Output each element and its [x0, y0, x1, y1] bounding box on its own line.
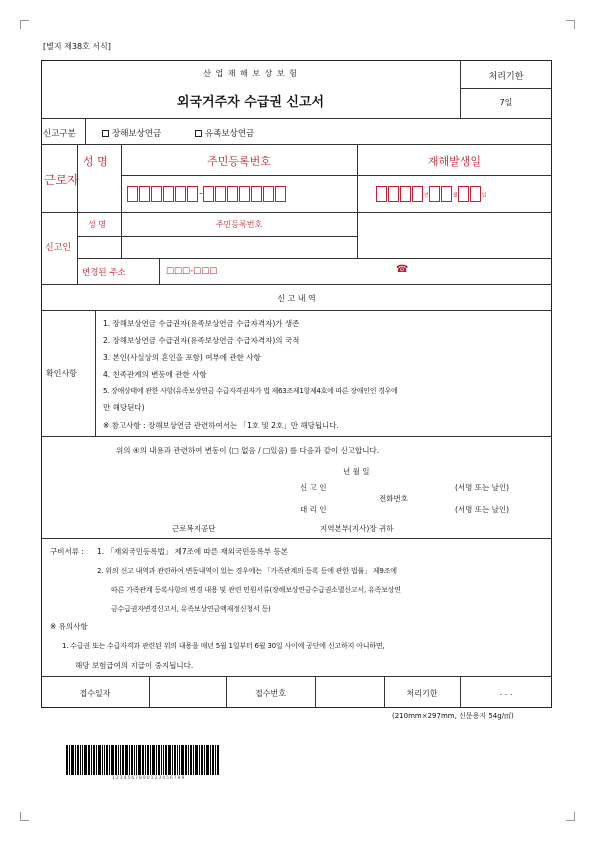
injury-date-label: 재해발생일 [427, 155, 482, 168]
divider [41, 118, 552, 119]
divider [85, 118, 86, 144]
agent-sign-label: 대 리 인 [300, 505, 327, 514]
divider [41, 144, 552, 145]
note-item: 해당 보험급여의 지급이 중지됩니다. [75, 661, 194, 670]
crop-mark [20, 20, 29, 29]
crop-mark [20, 812, 29, 821]
agent-sign-hint: (서명 또는 날인) [455, 505, 510, 514]
reporter-sign-hint: (서명 또는 날인) [455, 483, 510, 492]
worker-label: 근로자 [44, 173, 79, 187]
reporter-sign-label: 신 고 인 [300, 483, 327, 492]
option-label: 장해보상연금 [112, 129, 162, 139]
postal-code-field[interactable]: □□□-□□□ [166, 266, 218, 276]
confirm-item: 5. 장애상태에 관한 사항(유족보상연금 수급자격권자가 법 제63조제1항제4호에 따른 장애인인 경우에 [103, 387, 398, 395]
divider [159, 258, 160, 284]
deadline-label: 처리기한 [488, 72, 524, 82]
barcode [66, 745, 256, 779]
divider [41, 284, 552, 285]
divider [41, 212, 552, 213]
insurance-name: 산 업 재 해 보 상 보 험 [203, 69, 298, 78]
document-item: 1. 「재외국민등록법」 제7조에 따른 재외국민등록부 등본 [97, 547, 288, 556]
worker-name-label: 성 명 [83, 155, 108, 168]
report-type-option-disability[interactable] [102, 127, 161, 139]
divider [357, 212, 358, 258]
divider [77, 236, 357, 237]
reporter-name-label: 성 명 [88, 220, 106, 229]
receipt-date-label: 접수일자 [79, 689, 111, 698]
checkbox[interactable] [195, 130, 202, 137]
confirm-item: 3. 본인(사실상의 혼인을 포함) 여부에 관한 사항 [103, 353, 261, 362]
form-title: 외국거주자 수급권 신고서 [176, 95, 325, 110]
document-item: 2. 위의 신고 내역과 관련하여 변동내역이 있는 경우에는 「가족관계의 등록 등에 관한 법률」 제9조에 [97, 567, 397, 575]
divider [95, 310, 96, 436]
option-label: 유족보상연금 [205, 129, 255, 139]
date-line: 년 월 일 [343, 467, 370, 476]
divider [77, 144, 78, 284]
divider [41, 310, 552, 311]
divider [77, 258, 552, 259]
report-type-label: 신고구분 [43, 129, 76, 139]
divider [121, 175, 552, 176]
document-item: 금수급권자변경신고서, 유족보상연금액재정신청서 등) [111, 605, 271, 613]
confirm-note: ※ 참고사항 : 장해보상연금 관련하여서는 「1호 및 2호」만 해당됩니다. [103, 421, 339, 430]
paper-spec: (210mm×297mm, 신문용지 54g/㎡) [392, 712, 514, 720]
divider [41, 436, 552, 437]
phone-icon: ☎ [396, 264, 409, 275]
documents-label: 구비서류 : [50, 547, 84, 556]
checkbox[interactable] [102, 130, 109, 137]
confirm-label: 확인사항 [46, 369, 77, 378]
confirm-item: 4. 친족관계의 변동에 관한 사항 [103, 370, 207, 379]
month-unit: 월 [452, 192, 458, 199]
notes-label: ※ 유의사항 [50, 622, 88, 631]
processing-deadline-value: . . . [499, 688, 513, 697]
changed-address-label: 변경된 주소 [82, 268, 126, 278]
confirm-item: 2. 장해보상연금 수급권자(유족보상연금 수급자격자)의 국적 [103, 336, 300, 345]
divider [41, 538, 552, 539]
note-item: 1. 수급권 또는 수급자격과 관련된 위의 내용을 매년 5월 1일부터 6월 30일 사이에 공단에 신고하지 아니하면, [62, 642, 385, 650]
divider [315, 676, 316, 708]
deadline-value: 7일 [499, 98, 513, 107]
report-type-option-survivor[interactable] [195, 127, 254, 139]
declaration-statement: 위의 ④의 내용과 관련하여 변동이 (□ 없음 / □있음) 를 다음과 같이 신고합니다. [116, 446, 380, 455]
crop-mark [566, 20, 575, 29]
crop-mark [566, 812, 575, 821]
reporter-label: 신고인 [45, 243, 72, 253]
receipt-number-label: 접수번호 [255, 689, 286, 698]
report-content-header: 신 고 내 역 [277, 294, 316, 303]
processing-deadline-label: 처리기한 [406, 689, 438, 698]
document-item: 따른 가족관계 등록사항의 변경 내용 및 관련 민원서류(장해보상연금수급권소멸신고서, 유족보상연 [111, 586, 401, 594]
reporter-id-label: 주민등록번호 [215, 220, 263, 229]
recipient-title: 지역본부(지사)장 귀하 [320, 524, 394, 533]
divider [41, 676, 552, 677]
recipient-org: 근로복지공단 [172, 524, 216, 533]
day-unit: 일 [481, 192, 487, 199]
confirm-item: 1. 장해보상연금 수급권자(유족보상연금 수급자격자)가 생존 [103, 319, 300, 328]
form-number: [별지 제38호 서식] [43, 42, 111, 51]
phone-label: 전화번호 [379, 494, 408, 503]
year-unit: 년 [424, 192, 429, 199]
worker-id-boxes[interactable]: - [127, 186, 287, 202]
divider [460, 88, 552, 89]
divider [149, 676, 150, 708]
worker-id-label: 주민등록번호 [207, 155, 271, 168]
barcode-number: 1234567890123456789 [112, 776, 186, 781]
confirm-item: 만 해당된다) [103, 403, 145, 412]
injury-date-boxes[interactable] [376, 186, 487, 202]
